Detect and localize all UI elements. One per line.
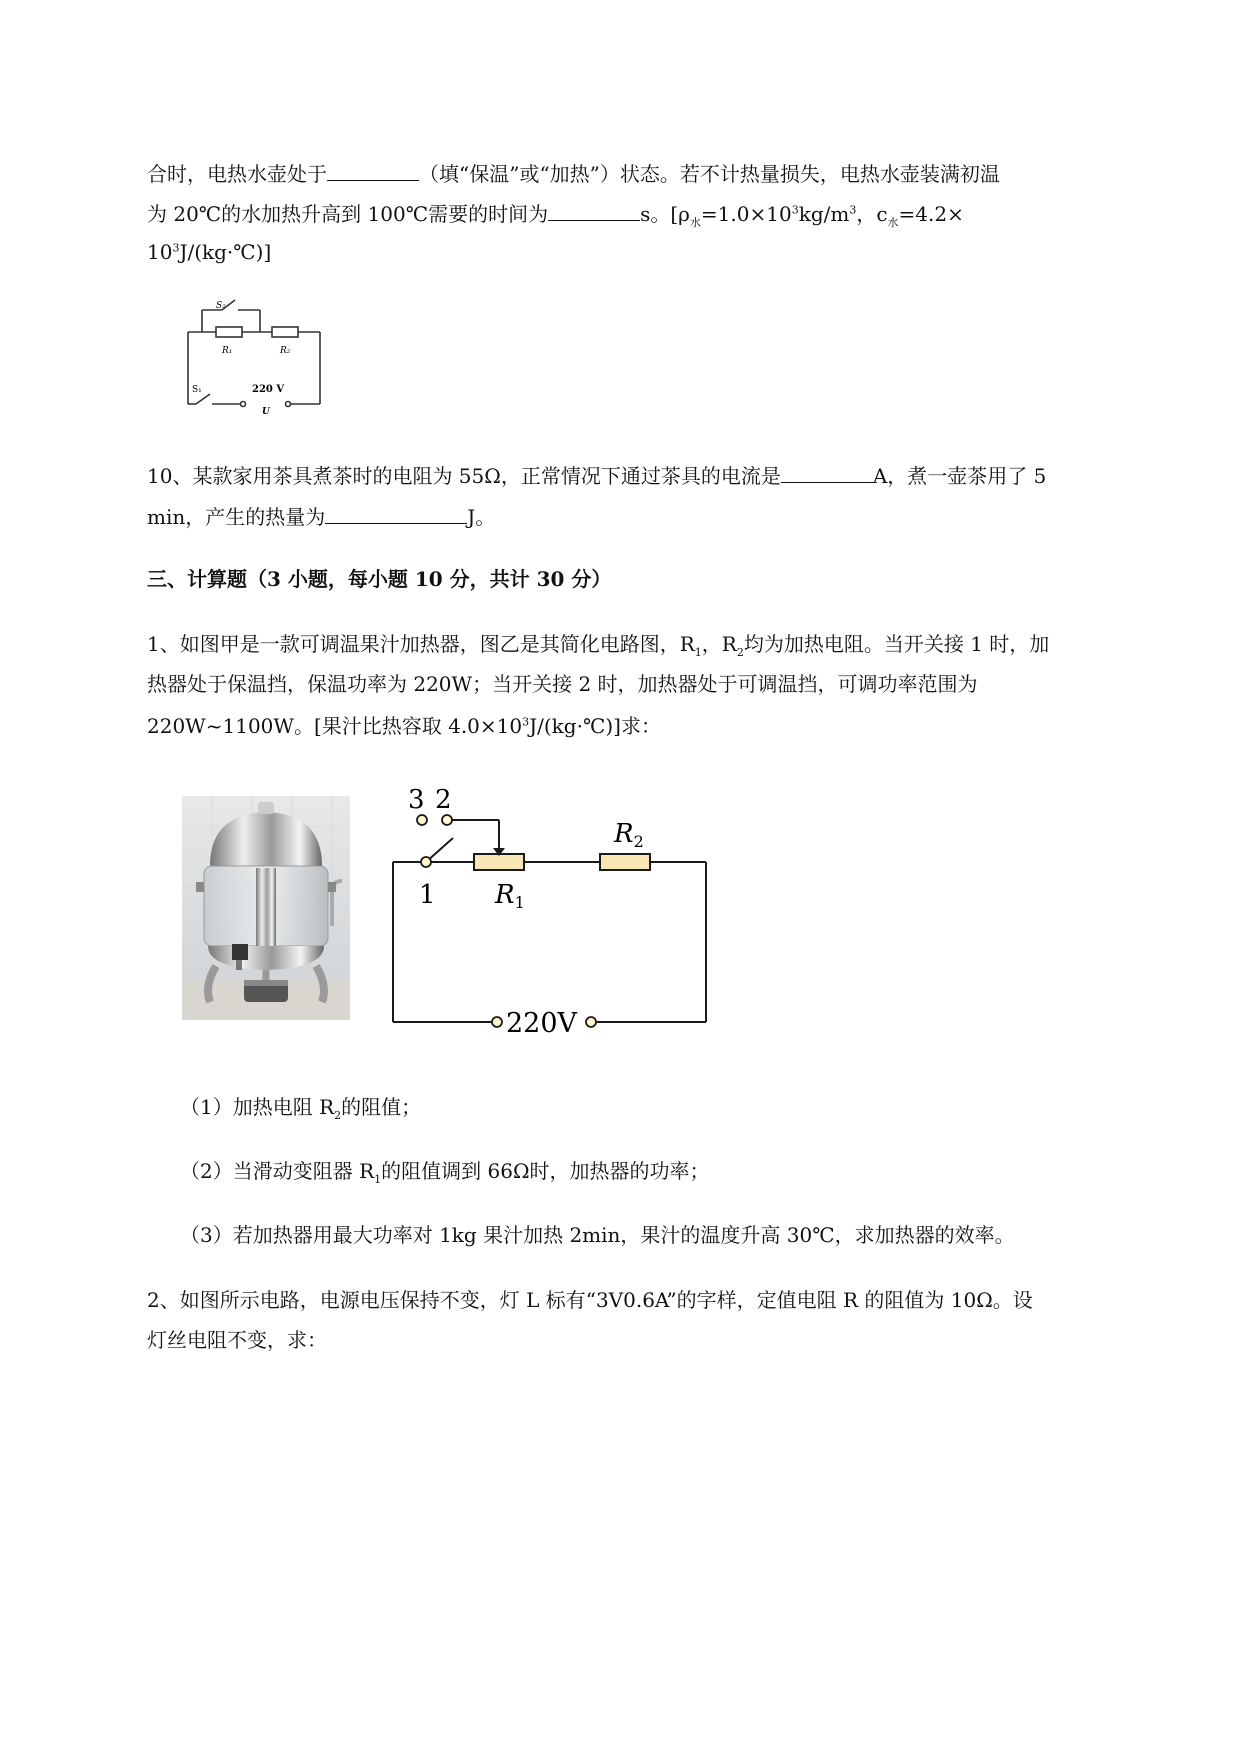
terminal-2-label: 2 [435, 785, 452, 815]
calc1-text: 1、如图甲是一款可调温果汁加热器，图乙是其简化电路图，R [147, 632, 695, 656]
calc1-text: 均为加热电阻。当开关接 1 时，加 [743, 632, 1050, 656]
r2-label: R2 [614, 819, 644, 851]
q9-text: （填“保温”或“加热”）状态。若不计热量损失，电热水壶装满初温 [419, 162, 1000, 186]
q9-circuit-diagram [180, 292, 330, 417]
answer-blank[interactable] [327, 158, 419, 181]
superscript: 3 [791, 203, 799, 217]
q10-text: A，煮一壶茶用了 5 [872, 464, 1047, 488]
voltage-label: 220 V [252, 384, 285, 395]
r1-label: R₁ [222, 346, 233, 356]
calc1-line-1 [147, 628, 1049, 657]
juice-heater-photo [182, 796, 350, 1020]
terminal-3-label: 3 [408, 785, 425, 815]
q10-text: J。 [467, 505, 496, 529]
subscript: 水 [887, 216, 899, 229]
q10-line-1 [147, 460, 1046, 489]
superscript: 3 [849, 203, 857, 217]
calc1-text: 的阻值调到 66Ω时，加热器的功率； [381, 1159, 710, 1183]
r2-label: R₂ [280, 346, 291, 356]
q9-text: J/(kg·℃)] [179, 240, 272, 264]
subscript: 2 [736, 646, 744, 659]
calc1-line-3 [147, 710, 661, 739]
calc1-circuit-diagram [378, 770, 718, 1050]
calc1-text: 的阻值； [341, 1095, 422, 1119]
answer-blank[interactable] [781, 460, 873, 483]
terminal-1-label: 1 [419, 880, 436, 910]
q10-text: min，产生的热量为 [147, 505, 326, 529]
subscript: 1 [374, 1173, 382, 1186]
calc1-text: （2）当滑动变阻器 R [180, 1159, 375, 1183]
s2-label: S₂ [216, 301, 226, 311]
r1-label: R1 [495, 880, 525, 912]
q9-text: =1.0×10 [700, 202, 792, 226]
q9-line-1 [147, 158, 1000, 187]
voltage-label: 220V [506, 1008, 578, 1039]
calc1-text: J/(kg·℃)]求： [529, 714, 661, 738]
subscript: 水 [689, 216, 701, 229]
subscript: 2 [334, 1109, 342, 1122]
calc1-sub-1 [180, 1091, 421, 1120]
s1-label: S₁ [192, 385, 202, 395]
calc2-line-2: 灯丝电阻不变，求： [147, 1328, 327, 1352]
subscript: 1 [694, 646, 702, 659]
q9-text: kg/m [798, 202, 850, 226]
calc1-text: ，R [701, 632, 737, 656]
q10-text: 10、某款家用茶具煮茶时的电阻为 55Ω，正常情况下通过茶具的电流是 [147, 464, 781, 488]
section-title: 三、计算题（3 小题，每小题 10 分，共计 30 分） [147, 567, 612, 591]
calc1-sub-2 [180, 1155, 710, 1184]
q9-text: ，c [856, 202, 888, 226]
answer-blank[interactable] [325, 501, 467, 524]
calc1-text: 220W~1100W。[果汁比热容取 4.0×10 [147, 714, 523, 738]
q9-line-3 [147, 240, 271, 264]
q9-text: =4.2× [898, 202, 964, 226]
q9-line-2 [147, 198, 964, 227]
calc1-line-2: 热器处于保温挡，保温功率为 220W；当开关接 2 时，加热器处于可调温挡，可调功率范围为 [147, 672, 978, 696]
calc1-text: （1）加热电阻 R [180, 1095, 335, 1119]
calc2-line-1: 2、如图所示电路，电源电压保持不变，灯 L 标有“3V0.6A”的字样，定值电阻 R 的阻值为 10Ω。设 [147, 1288, 1033, 1312]
u-label: U [262, 407, 270, 417]
calc1-sub-3: （3）若加热器用最大功率对 1kg 果汁加热 2min，果汁的温度升高 30℃，求加热器的效率。 [180, 1223, 1015, 1247]
q9-text: 合时，电热水壶处于 [147, 162, 327, 186]
superscript: 3 [172, 241, 180, 255]
q9-text: s。[ρ [640, 202, 690, 226]
answer-blank[interactable] [548, 198, 640, 221]
q9-text: 10 [147, 240, 173, 264]
q9-text: 为 20℃的水加热升高到 100℃需要的时间为 [147, 202, 549, 226]
superscript: 3 [522, 715, 530, 729]
q10-line-2 [147, 501, 495, 530]
